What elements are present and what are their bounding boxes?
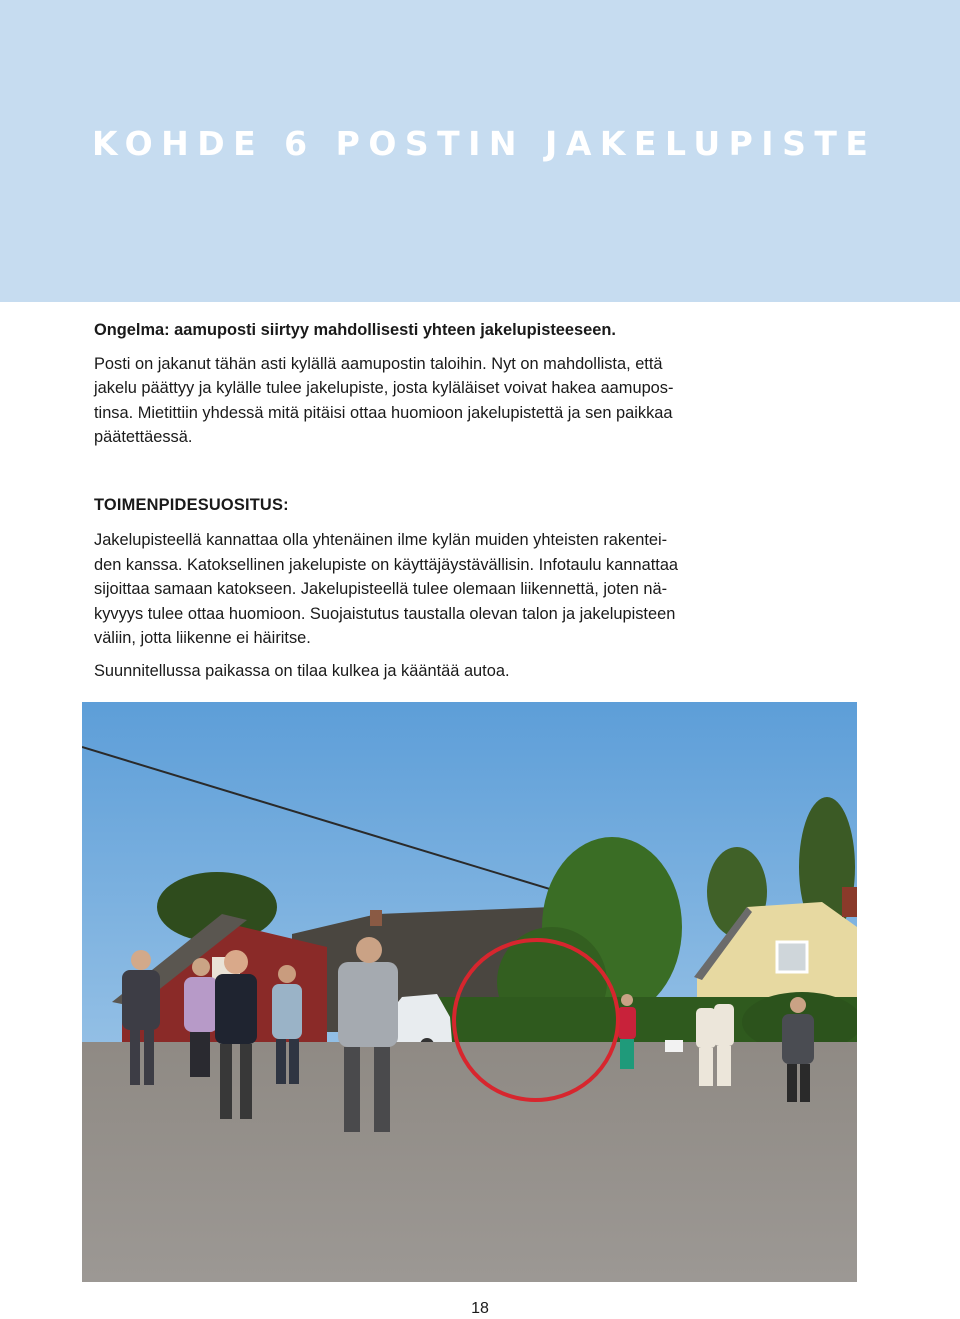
recommendation-line: Jakelupisteellä kannattaa olla yhtenäinen ilme kylän muiden yhteisten rakentei-	[94, 531, 668, 549]
recommendation-line: sijoittaa samaan katokseen. Jakelupisteellä tulee olemaan liikennettä, joten nä-	[94, 580, 668, 598]
site-photo	[82, 702, 857, 1282]
page-title: KOHDE 6 POSTIN JAKELUPISTE	[92, 124, 877, 163]
body-text	[94, 318, 724, 683]
problem-line: päätettäessä.	[94, 428, 193, 446]
recommendation-line: kyvyys tulee ottaa huomioon. Suojaistutus taustalla olevan talon ja jakelupisteen	[94, 604, 676, 623]
problem-title: Ongelma: aamuposti siirtyy mahdollisesti yhteen jakelupisteeseen.	[94, 321, 616, 339]
recommendation-line: väliin, jotta liikenne ei häiritse.	[94, 629, 311, 647]
recommendation-line: den kanssa. Katoksellinen jakelupiste on käyttäjäystävällisin. Infotaulu kannattaa	[94, 555, 679, 574]
page-number: 18	[471, 1300, 489, 1317]
problem-line: jakelu päättyy ja kylälle tulee jakelupiste, josta kyläläiset voivat hakea aamupos-	[94, 379, 674, 397]
problem-line: tinsa. Mietittiin yhdessä mitä pitäisi ottaa huomioon jakelupistettä ja sen paikkaa	[94, 403, 673, 422]
problem-line: Posti on jakanut tähän asti kylällä aamupostin taloihin. Nyt on mahdollista, että	[94, 354, 663, 373]
recommendation-closing: Suunnitellussa paikassa on tilaa kulkea ja kääntää autoa.	[94, 661, 510, 680]
recommendation-title: TOIMENPIDESUOSITUS:	[94, 495, 289, 514]
